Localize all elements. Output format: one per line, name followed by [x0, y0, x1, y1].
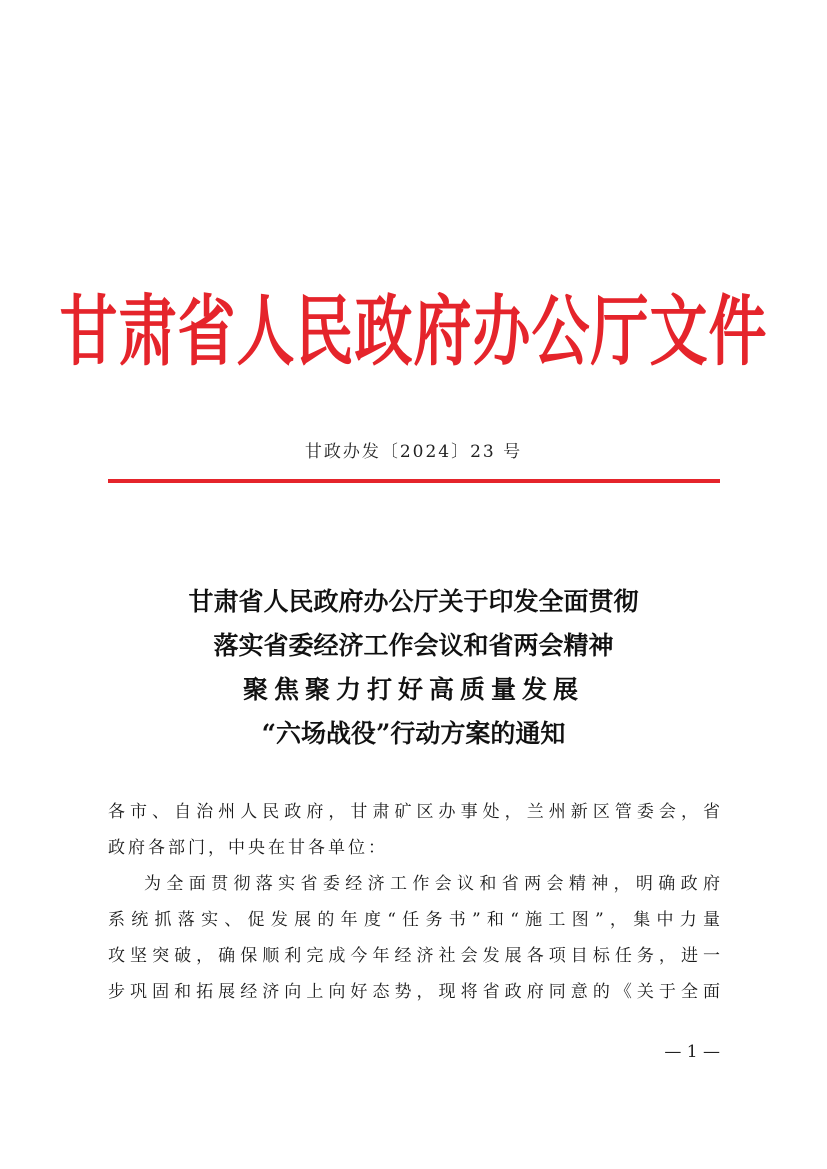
body-paragraph-line: 步巩固和拓展经济向上向好态势，现将省政府同意的《关于全面 [108, 982, 720, 1002]
page-number: — 1 — [664, 1042, 720, 1062]
document-masthead: 甘肃省人民政府办公厅文件 [59, 286, 768, 377]
addressee-line: 各市、自治州人民政府，甘肃矿区办事处，兰州新区管委会，省 [108, 802, 720, 822]
red-divider-rule [108, 479, 720, 483]
body-paragraph-line: 系统抓落实、促发展的年度“任务书”和“施工图”，集中力量 [108, 910, 720, 930]
title-line: 落实省委经济工作会议和省两会精神 [213, 631, 614, 660]
addressee-line: 政府各部门，中央在甘各单位： [108, 838, 388, 858]
document-body [108, 794, 720, 1010]
document-title [0, 580, 827, 756]
body-paragraph-line: 攻坚突破，确保顺利完成今年经济社会发展各项目标任务，进一 [108, 946, 720, 966]
body-paragraph-line: 为全面贯彻落实省委经济工作会议和省两会精神，明确政府 [144, 874, 720, 894]
title-line: 聚焦聚力打好高质量发展 [242, 675, 584, 704]
title-line: 甘肃省人民政府办公厅关于印发全面贯彻 [188, 587, 639, 616]
document-number: 甘政办发〔2024〕23 号 [304, 442, 523, 462]
title-line: “六场战役”行动方案的通知 [261, 719, 566, 748]
